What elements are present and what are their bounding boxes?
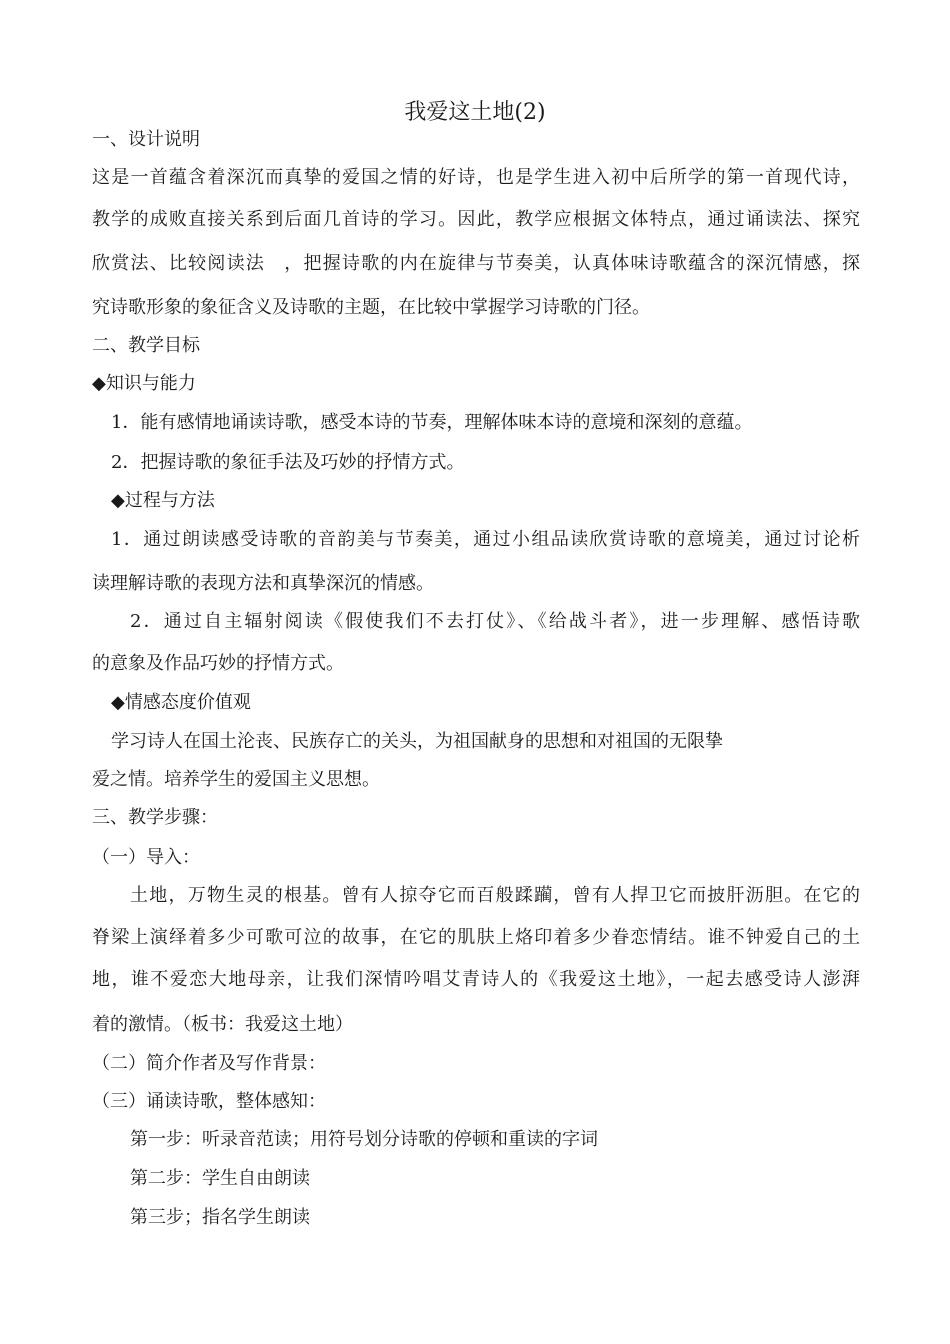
step-heading-reading: （三）诵读诗歌，整体感知：	[92, 1091, 326, 1112]
section-heading-goals: 二、教学目标	[92, 335, 200, 356]
step-heading-author: （二）简介作者及写作背景：	[92, 1053, 326, 1074]
paragraph-line: 土地，万物生灵的根基。曾有人掠夺它而百般蹂躏，曾有人捍卫它而披肝沥胆。在它的	[130, 885, 860, 906]
step-heading-intro: （一）导入：	[92, 847, 200, 868]
list-item: 1．能有感情地诵读诗歌，感受本诗的节奏，理解体味本诗的意境和深刻的意蕴。	[111, 412, 753, 433]
paragraph-line: 读理解诗歌的表现方法和真挚深沉的情感。	[92, 573, 434, 594]
list-item: 2．通过自主辐射阅读《假使我们不去打仗》、《给战斗者》，进一步理解、感悟诗歌	[130, 611, 860, 632]
paragraph-line: 教学的成败直接关系到后面几首诗的学习。因此，教学应根据文体特点，通过诵读法、探究	[92, 209, 860, 230]
step-item: 第三步；指名学生朗读	[130, 1207, 310, 1228]
paragraph-line: 学习诗人在国土沦丧、民族存亡的关头，为祖国献身的思想和对祖国的无限挚	[111, 731, 723, 752]
step-item: 第一步：听录音范读；用符号划分诗歌的停顿和重读的字词	[130, 1129, 598, 1150]
document-title: 我爱这土地(2)	[404, 100, 546, 125]
list-item: 1．通过朗读感受诗歌的音韵美与节奏美，通过小组品读欣赏诗歌的意境美，通过讨论析	[111, 529, 860, 550]
paragraph-line: 欣赏法、比较阅读法 ，把握诗歌的内在旋律与节奏美，认真体味诗歌蕴含的深沉情感，探	[92, 253, 860, 274]
paragraph-line: 究诗歌形象的象征含义及诗歌的主题，在比较中掌握学习诗歌的门径。	[92, 297, 650, 318]
step-item: 第二步：学生自由朗读	[130, 1168, 310, 1189]
paragraph-line: 着的激情。（板书：我爱这土地）	[92, 1014, 353, 1035]
paragraph-line: 的意象及作品巧妙的抒情方式。	[92, 653, 344, 674]
paragraph-line: 脊梁上演绎着多少可歌可泣的故事，在它的肌肤上烙印着多少眷恋情结。谁不钟爱自己的土	[92, 927, 860, 948]
section-heading-steps: 三、教学步骤：	[92, 807, 218, 828]
section-heading-design: 一、设计说明	[92, 129, 200, 150]
paragraph-line: 爱之情。培养学生的爱国主义思想。	[92, 769, 380, 790]
subheading-knowledge: ◆知识与能力	[92, 373, 196, 394]
subheading-process: ◆过程与方法	[111, 490, 215, 511]
subheading-emotion: ◆情感态度价值观	[111, 692, 251, 713]
paragraph-line: 地，谁不爱恋大地母亲，让我们深情吟唱艾青诗人的《我爱这土地》，一起去感受诗人澎湃	[92, 969, 860, 990]
paragraph-line: 这是一首蕴含着深沉而真挚的爱国之情的好诗，也是学生进入初中后所学的第一首现代诗，	[92, 167, 860, 188]
list-item: 2．把握诗歌的象征手法及巧妙的抒情方式。	[111, 452, 465, 473]
